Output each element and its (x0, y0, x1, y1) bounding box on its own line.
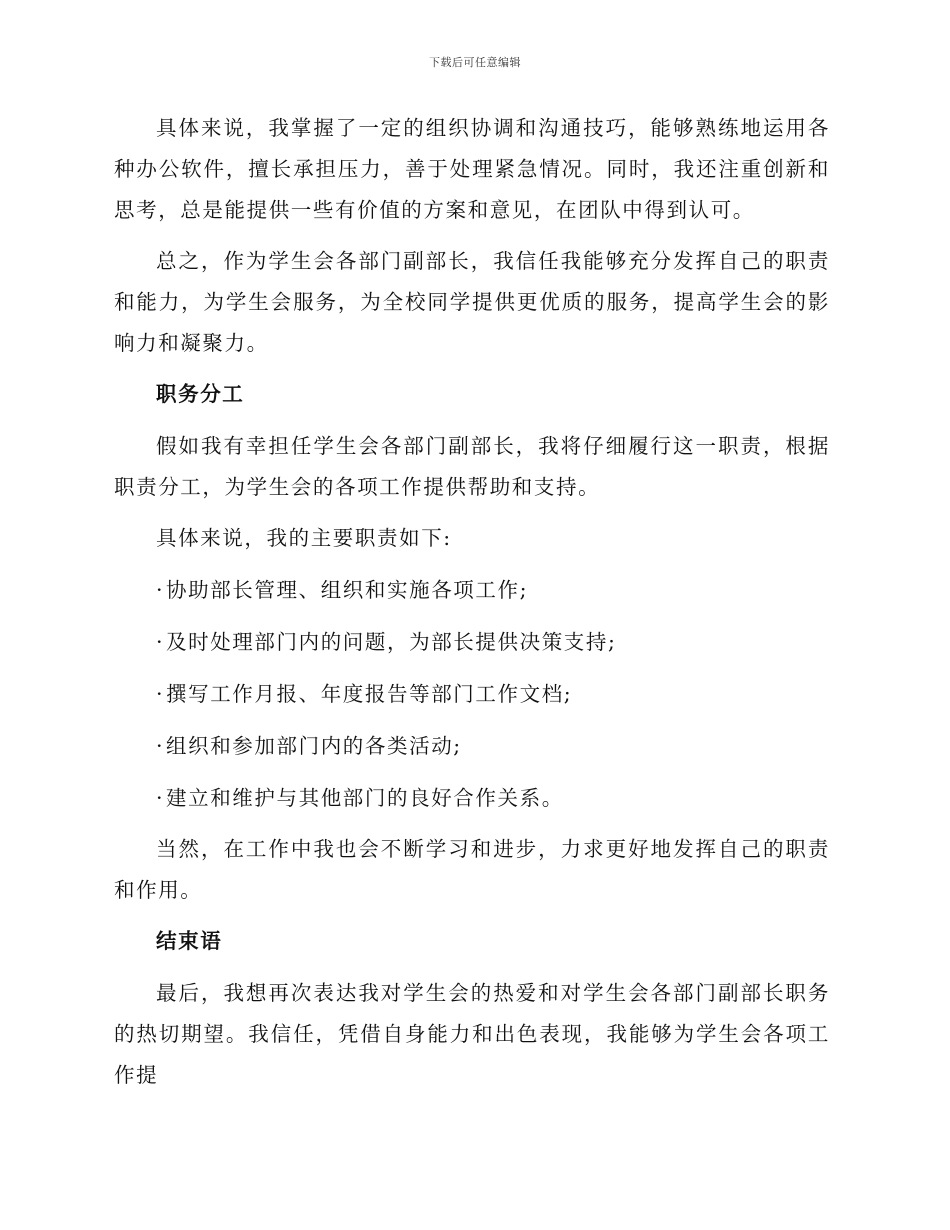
list-item-text: 建立和维护与其他部门的良好合作关系。 (166, 786, 564, 810)
paragraph-continuous-learning: 当然，在工作中我也会不断学习和进步，力求更好地发挥自己的职责和作用。 (114, 837, 830, 902)
bullet-icon: · (156, 578, 165, 602)
list-item (114, 777, 830, 819)
document-body (114, 108, 830, 1106)
page-header: 下载后可任意编辑 (429, 56, 521, 69)
list-item-text: 协助部长管理、组织和实施各项工作; (166, 578, 529, 602)
paragraph-duties-intro: 假如我有幸担任学生会各部门副部长，我将仔细履行这一职责，根据职责分工，为学生会的各项工作提供帮助和支持。 (114, 434, 830, 499)
bullet-icon: · (156, 734, 165, 758)
list-item (114, 621, 830, 663)
list-item (114, 673, 830, 715)
bullet-icon: · (156, 786, 165, 810)
paragraph-conclusion: 最后，我想再次表达我对学生会的热爱和对学生会各部门副部长职务的热切期望。我信任，凭借自身能力和出色表现，我能够为学生会各项工作提 (114, 981, 830, 1087)
paragraph-duties-list-intro: 具体来说，我的主要职责如下: (156, 526, 452, 550)
section-heading-conclusion: 结束语 (156, 929, 223, 953)
paragraph-skills: 具体来说，我掌握了一定的组织协调和沟通技巧，能够熟练地运用各种办公软件，擅长承担压力，善于处理紧急情况。同时，我还注重创新和思考，总是能提供一些有价值的方案和意见，在团队中得到认可。 (114, 116, 830, 222)
section-heading-duties: 职务分工 (156, 382, 245, 406)
duties-list (114, 569, 830, 819)
bullet-icon: · (156, 630, 165, 654)
list-item-text: 及时处理部门内的问题，为部长提供决策支持; (166, 630, 617, 654)
list-item-text: 撰写工作月报、年度报告等部门工作文档; (166, 682, 573, 706)
bullet-icon: · (156, 682, 165, 706)
list-item-text: 组织和参加部门内的各类活动; (166, 734, 462, 758)
list-item (114, 725, 830, 767)
paragraph-summary: 总之，作为学生会各部门副部长，我信任我能够充分发挥自己的职责和能力，为学生会服务，为全校同学提供更优质的服务，提高学生会的影响力和凝聚力。 (114, 249, 830, 355)
list-item (114, 569, 830, 611)
